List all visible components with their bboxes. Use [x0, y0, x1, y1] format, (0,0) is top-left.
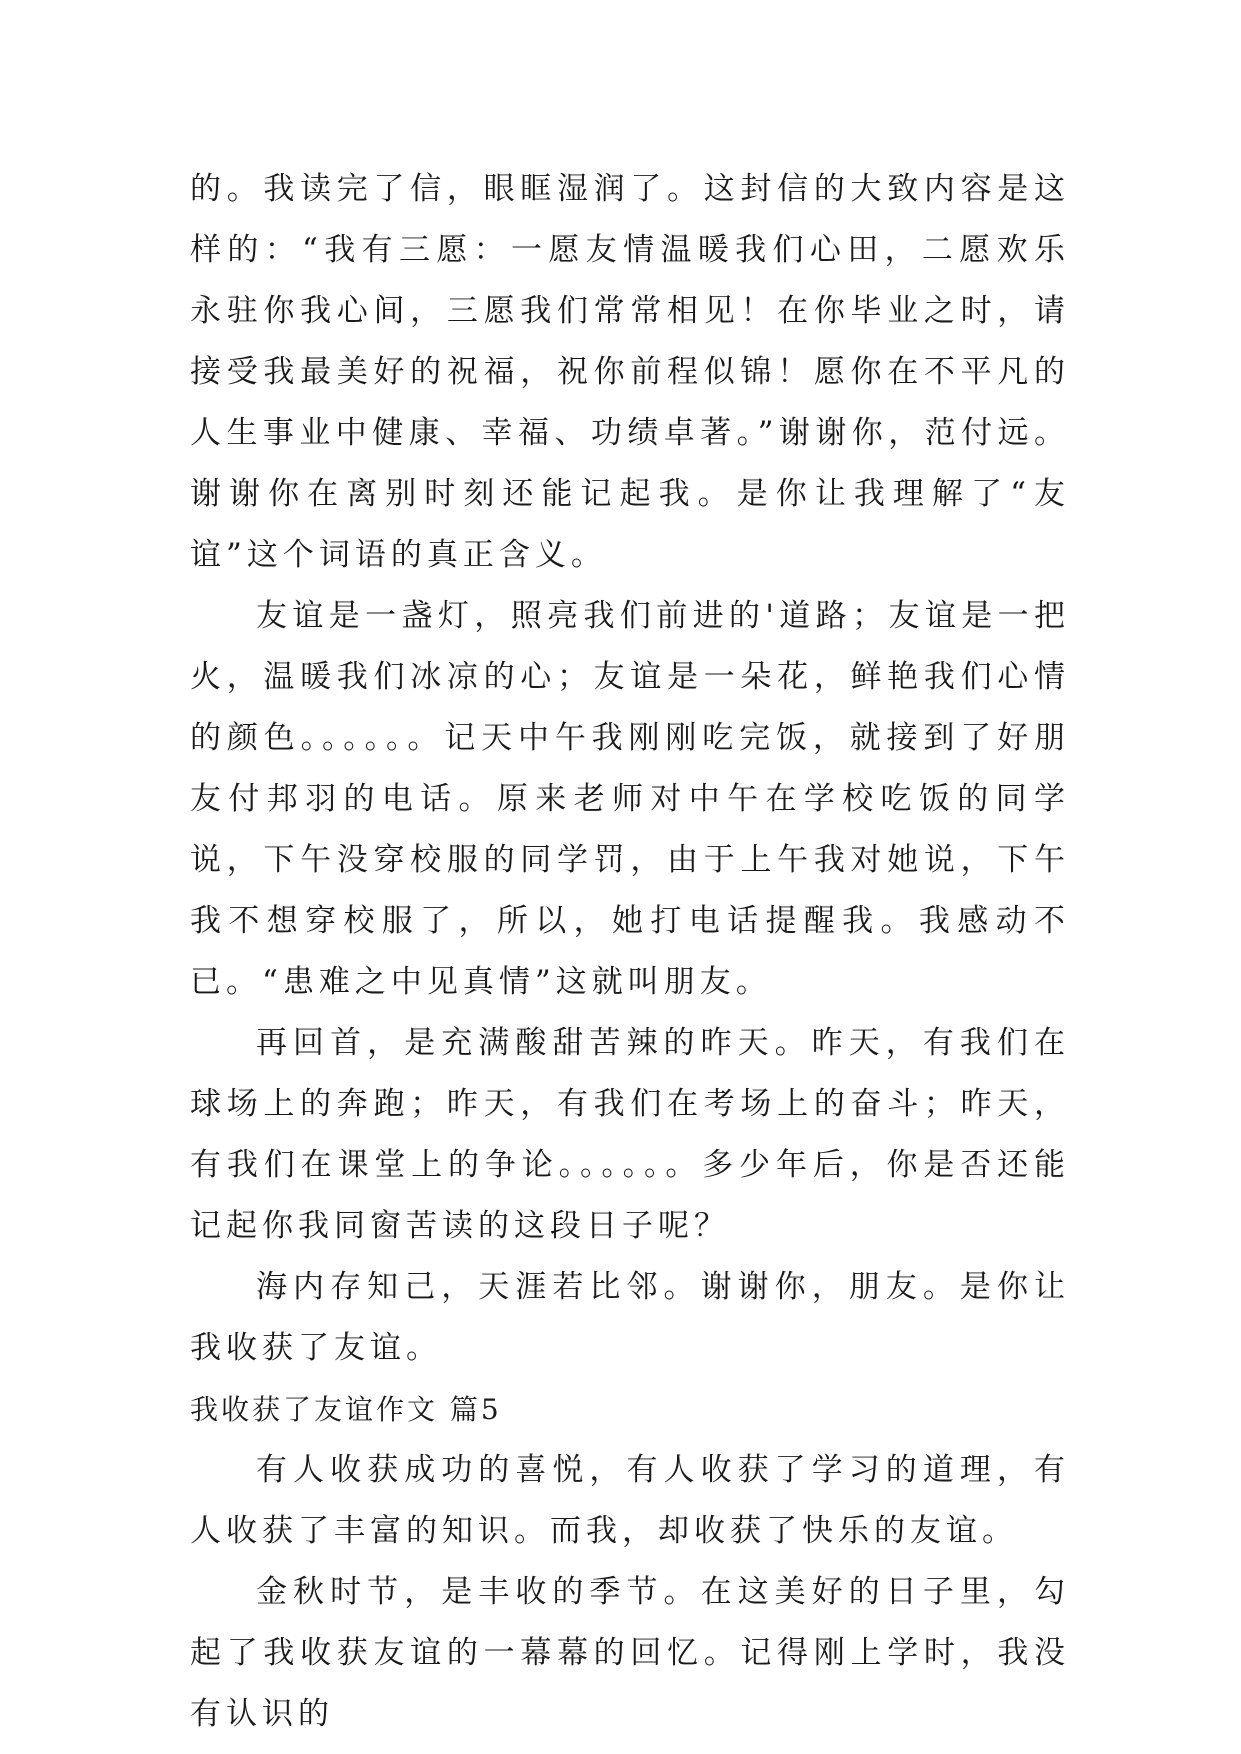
paragraph-looking-back: 再回首，是充满酸甜苦辣的昨天。昨天，有我们在球场上的奔跑；昨天，有我们在考场上的奋斗；昨天，有我们在课堂上的争论。。。。。。多少年后，你是否还能记起你我同窗苦读的这段日子呢？ [190, 1025, 1070, 1244]
paragraph-continuation: 的。我读完了信，眼眶湿润了。这封信的大致内容是这样的：“我有三愿：一愿友情温暖我们心田，二愿欢乐永驻你我心间，三愿我们常常相见！在你毕业之时，请接受我最美好的祝福，祝你前程似锦！愿你在不平凡的人生事业中健康、幸福、功绩卓著。”谢谢你，范付远。谢谢你在离别时刻还能记起我。是你让我理解了“友谊”这个词语的真正含义。 [190, 171, 1070, 573]
paragraph-harvest-intro: 有人收获成功的喜悦，有人收获了学习的道理，有人收获了丰富的知识。而我，却收获了快乐的友谊。 [190, 1452, 1070, 1549]
essay-heading: 我收获了友谊作文 篇5 [190, 1393, 502, 1426]
paragraph-friendship-lamp: 友谊是一盏灯，照亮我们前进的'道路；友谊是一把火，温暖我们冰凉的心；友谊是一朵花，鲜艳我们心情的颜色。。。。。。记天中午我刚刚吃完饭，就接到了好朋友付邦羽的电话。原来老师对中午在学校吃饭的同学说，下午没穿校服的同学罚，由于上午我对她说，下午我不想穿校服了，所以，她打电话提醒我。我感动不已。“患难之中见真情”这就叫朋友。 [190, 598, 1070, 1000]
paragraph-autumn: 金秋时节，是丰收的季节。在这美好的日子里，勾起了我收获友谊的一幕幕的回忆。记得刚上学时，我没有认识的 [190, 1574, 1070, 1732]
document-body [190, 159, 1070, 1745]
paragraph-closing: 海内存知己，天涯若比邻。谢谢你，朋友。是你让我收获了友谊。 [190, 1269, 1070, 1366]
